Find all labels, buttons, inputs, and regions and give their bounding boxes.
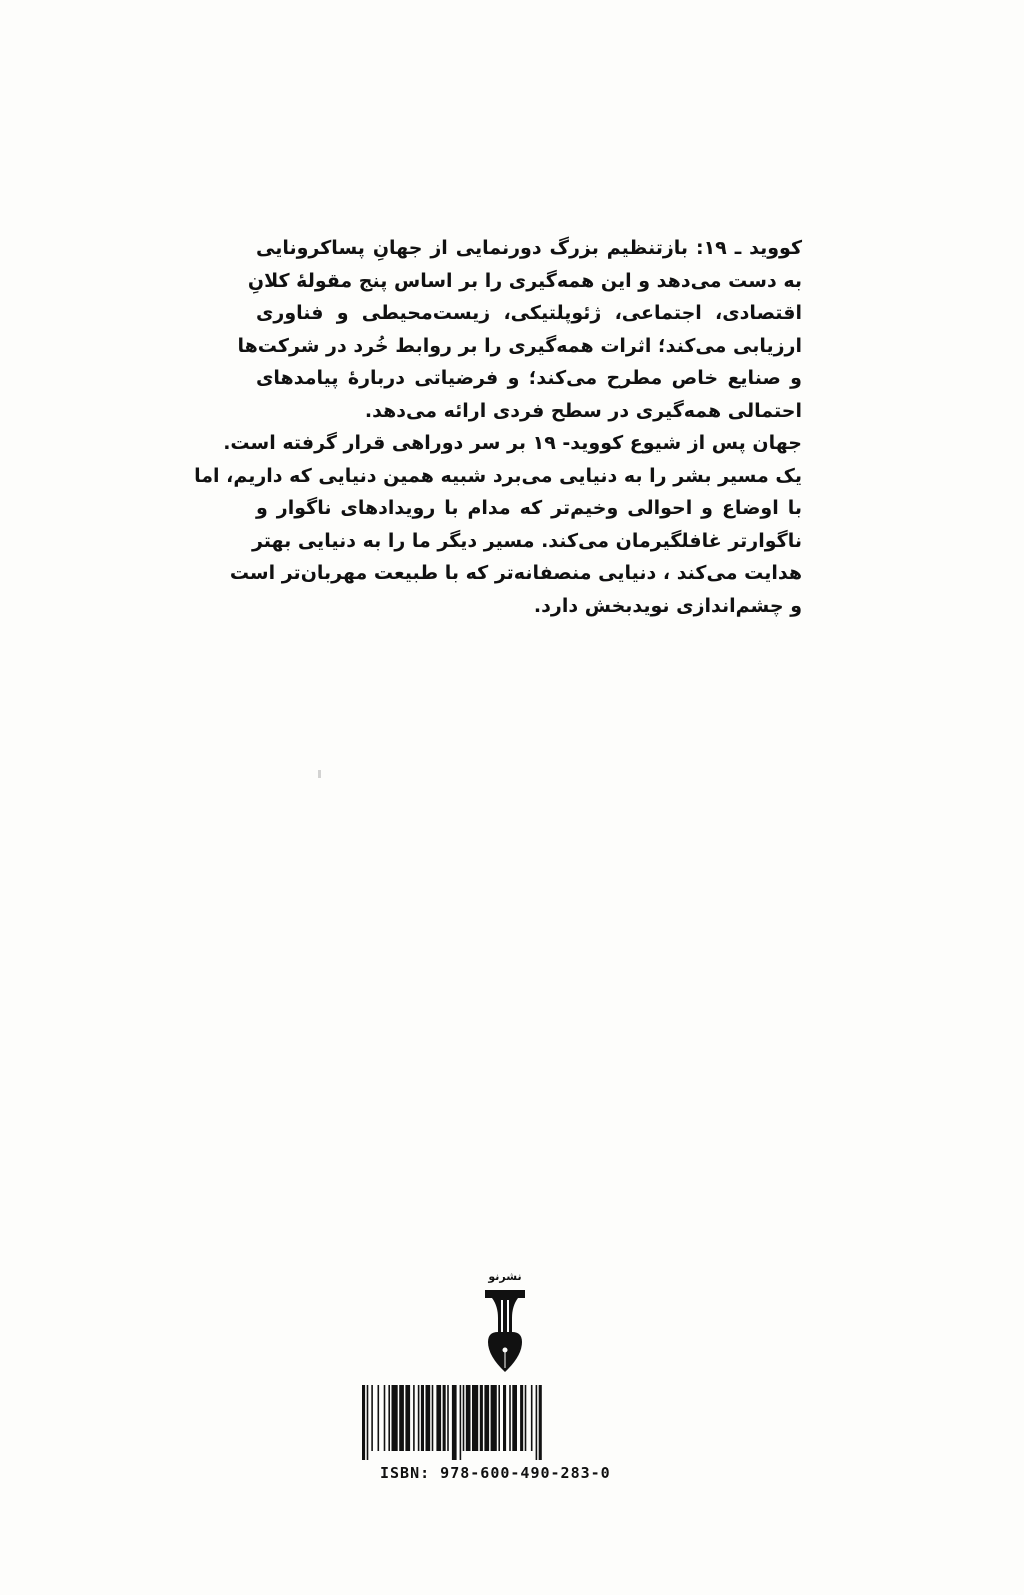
blurb-line: هدایت می‌کند ، دنیایی منصفانه‌تر که با طبیعت مهربان‌تر است [229,562,802,584]
blurb-line: احتمالی همه‌گیری در سطح فردی ارائه می‌دهد. [364,399,802,422]
barcode-bar [466,1385,471,1451]
barcode [362,1385,657,1460]
barcode-bar [426,1385,431,1451]
barcode-bar [447,1385,449,1451]
barcode-bar [388,1385,390,1451]
barcode-bar [367,1385,369,1460]
barcode-bar [539,1385,542,1460]
barcode-bar [371,1385,373,1451]
barcode-bar [525,1385,527,1451]
blurb-line: و چشم‌اندازی نویدبخش دارد. [533,594,802,617]
blurb-line: به دست می‌دهد و این همه‌گیری را بر اساس پنج مقولهٔ کلانِ [247,269,802,292]
blurb-paragraph-1 [237,232,803,427]
barcode-bar [443,1385,446,1451]
pen-nib-icon [480,1270,530,1375]
barcode-bar [536,1385,538,1460]
blurb-line: جهان پس از شیوع کووید- ۱۹ بر سر دوراهی قرار گرفته است. [223,432,802,454]
blurb-line: با اوضاع و احوالی وخیم‌تر که مدام با رویدادهای ناگوار و [256,497,802,519]
barcode-bar [512,1385,517,1451]
blurb-line: یک مسیر بشر را به دنیایی می‌برد شبیه همین دنیایی که داریم، اما [194,464,802,487]
barcode-bar [452,1385,457,1460]
barcode-bar [384,1385,386,1451]
barcode-bar [460,1385,462,1460]
barcode-bar [509,1385,511,1451]
publisher-name: نشرنو [488,1270,522,1283]
blurb-line: کووید ـ ۱۹: بازتنظیم بزرگ دورنمایی از جهانِ پساکرونایی [256,237,803,259]
barcode-bar [498,1385,500,1451]
barcode-bar [362,1385,365,1460]
barcode-bar [484,1385,489,1451]
barcode-bar [472,1385,478,1451]
barcode-bar [418,1385,420,1451]
barcode-bar [480,1385,483,1451]
print-speck [318,770,321,778]
blurb-line: ناگوارتر غافلگیرمان می‌کند. مسیر دیگر ما را به دنیایی بهتر [251,529,802,552]
blurb-line: و صنایع خاص مطرح می‌کند؛ و فرضیاتی دربارهٔ پیامدهای [256,367,802,389]
barcode-bar [378,1385,380,1451]
blurb-line: ارزیابی می‌کند؛ اثرات همه‌گیری را بر روابط خُرد در شرکت‌ها [237,334,802,357]
isbn-number: ISBN: 978-600-490-283-0 [380,1464,611,1482]
back-cover-blurb [194,232,803,622]
barcode-bar [421,1385,424,1451]
barcode-bar [405,1385,410,1451]
blurb-paragraph-2 [194,427,802,622]
barcode-bar [413,1385,415,1451]
barcode-bar [463,1385,465,1451]
blurb-line: اقتصادی، اجتماعی، ژئوپلتیکی، زیست‌محیطی و فناوری [256,302,802,324]
barcode-bar [520,1385,523,1451]
barcode-bar [436,1385,441,1451]
barcode-bar [503,1385,506,1451]
barcode-bar [399,1385,404,1451]
publisher-logo [480,1270,530,1375]
barcode-bar [392,1385,398,1451]
barcode-bar [531,1385,533,1451]
barcode-bar [432,1385,434,1451]
barcode-bar [491,1385,497,1451]
